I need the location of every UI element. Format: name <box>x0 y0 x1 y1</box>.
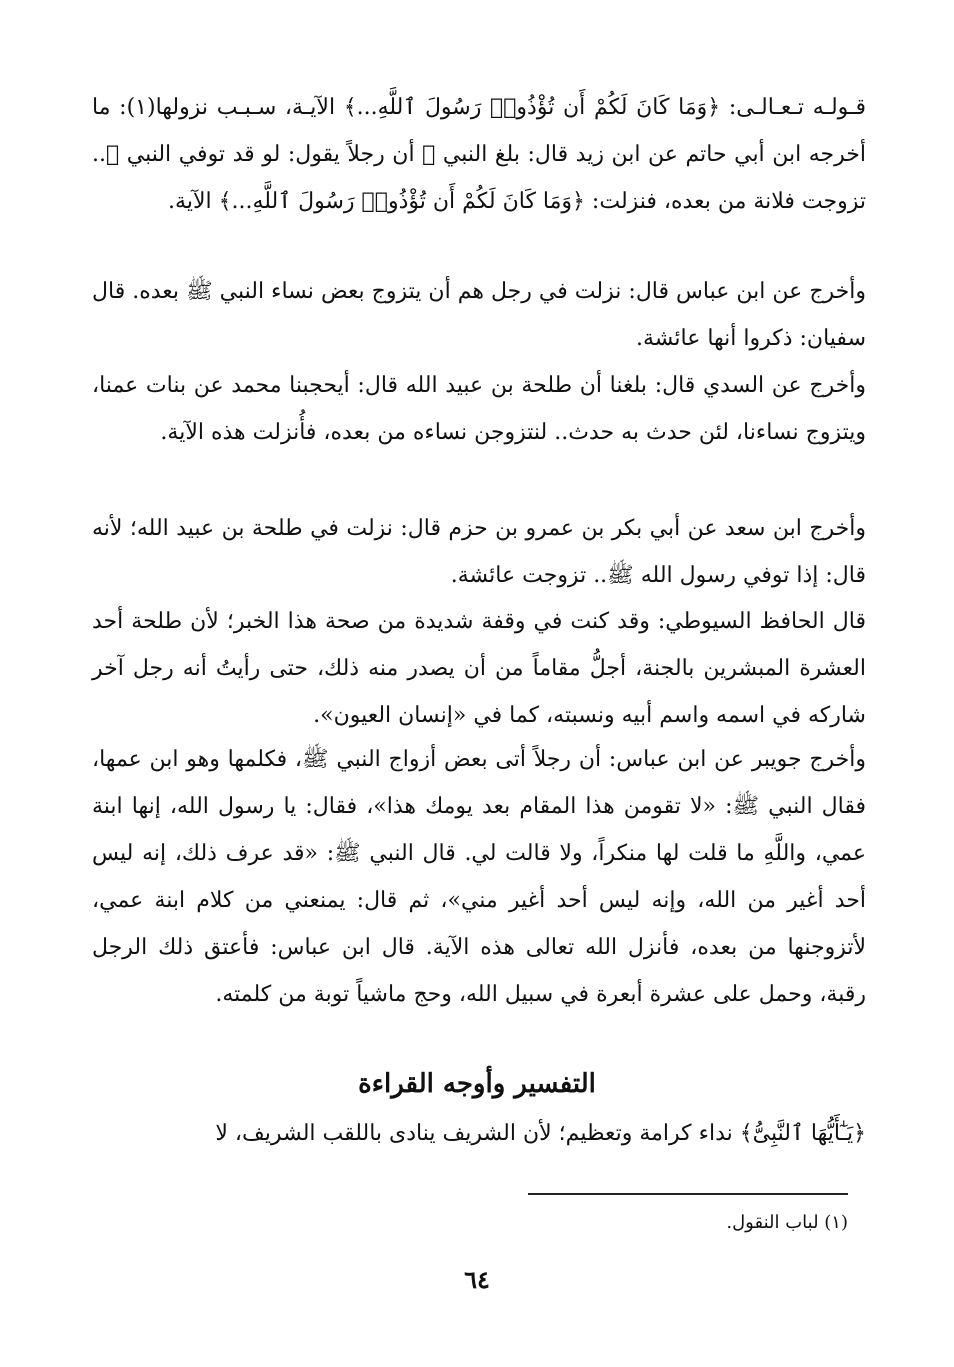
paragraph-tafsir-start: ﴿يَـٰٓأَيُّهَا ٱلنَّبِىُّ﴾ نداء كرامة وتعظيم؛ لأن الشريف ينادى باللقب الشريف، لا <box>215 1121 866 1146</box>
page-number: ٦٤ <box>464 1265 490 1294</box>
paragraph-ibn-abbas: وأخرج عن ابن عباس قال: نزلت في رجل هم أن يتزوج بعض نساء النبي ﷺ بعده. قال سفيان: ذكروا أنها عائشة. <box>92 279 866 351</box>
paragraph-juwaybir: وأخرج جويبر عن ابن عباس: أن رجلاً أتى بعض أزواج النبي ﷺ، فكلمها وهو ابن عمها، فقال النبي ﷺ: «لا تقومن هذا المقام بعد يومك هذا»، فقال: يا رسول الله، إنها ابنة عمي، واللَّهِ ما قلت لها منكراً، ولا قالت لي. قال النبي ﷺ: «قد عرف ذلك، إنه ليس أحد أغير من الله، وإنه ليس أحد أغير مني»، ثم قال: يمنعني من كلام ابنة عمي، لأتزوجنها من بعده، فأنزل الله تعالى هذه الآية. قال ابن عباس: فأعتق ذلك الرجل رقبة، وحمل على عشرة أبعرة في سبيل الله، وحج ماشياً توبة من كلمته. <box>92 747 866 1007</box>
paragraph-suyuti: قال الحافظ السيوطي: وقد كنت في وقفة شديدة من صحة هذا الخبر؛ لأن طلحة أحد العشرة المبشرين بالجنة، أجلُّ مقاماً من أن يصدر منه ذلك، حتى رأيتُ أنه رجل آخر شاركه في اسمه واسم أبيه ونسبته، كما في «إنسان العيون». <box>92 609 866 728</box>
section-heading: التفسير وأوجه القراءة <box>358 1069 596 1099</box>
paragraph-ibn-saad: وأخرج ابن سعد عن أبي بكر بن عمرو بن حزم قال: نزلت في طلحة بن عبيد الله؛ لأنه قال: إذا توفي رسول الله ﷺ.. تزوجت عائشة. <box>92 516 866 588</box>
paragraph-revelation-cause: قـولـه تـعـالـى: ﴿وَمَا كَانَ لَكُمْ أَن تُؤْذُوا۟ رَسُولَ ٱللَّهِ...﴾ الآيـة، سـبـب نزولها(١): ما أخرجه ابن أبي حاتم عن ابن زيد قال: بلغ النبي ﷺ أن رجلاً يقول: لو قد توفي النبي ﷺ.. تزوجت فلانة من بعده، فنزلت: ﴿وَمَا كَانَ لَكُمْ أَن تُؤْذُوا۟ رَسُولَ ٱللَّهِ...﴾ الآية. <box>92 95 866 214</box>
paragraph-suddi: وأخرج عن السدي قال: بلغنا أن طلحة بن عبيد الله قال: أيحجبنا محمد عن بنات عمنا، ويتزوج نساءنا، لئن حدث به حدث.. لنتزوجن نساءه من بعده، فأُنزلت هذه الآية. <box>92 373 866 445</box>
footnote-divider <box>528 1193 848 1195</box>
footnote: (١) لباب النقول. <box>726 1212 848 1233</box>
